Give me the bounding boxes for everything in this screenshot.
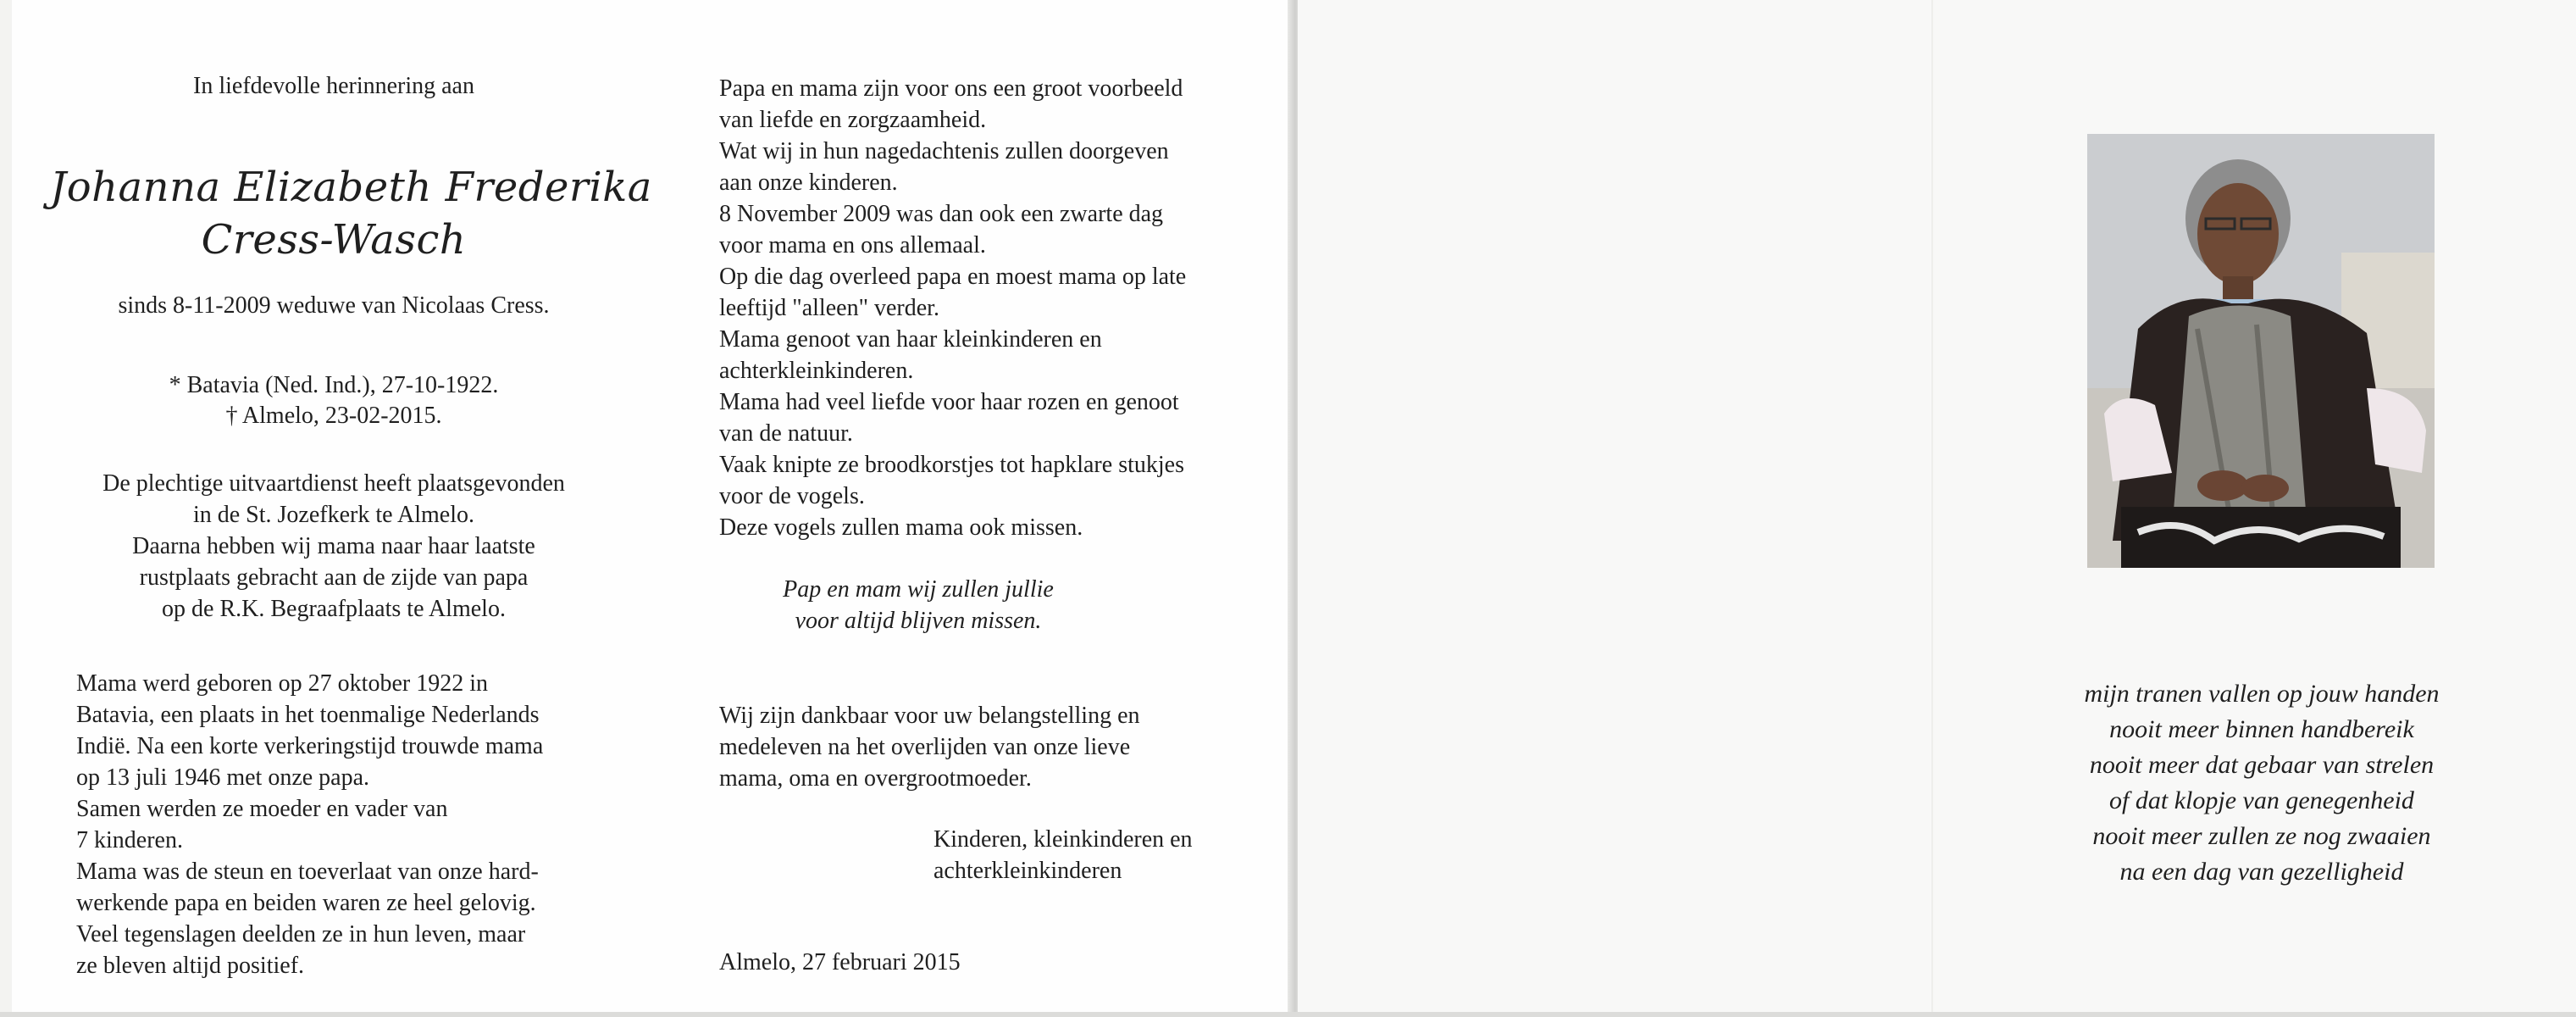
- thanks-paragraph: [719, 700, 1261, 794]
- body-line: van liefde en zorgzaamheid.: [719, 107, 987, 133]
- name-line-2: Cress-Wasch: [201, 216, 467, 264]
- intro-text: In liefdevolle herinnering aan: [193, 73, 474, 99]
- middle-body-paragraph: [719, 73, 1261, 543]
- service-line: Daarna hebben wij mama naar haar laatste: [132, 533, 535, 559]
- poem-line: nooit meer dat gebaar van strelen: [2089, 751, 2435, 779]
- bio-line: Batavia, een plaats in het toenmalige Nederlands: [76, 702, 540, 728]
- body-line: Deze vogels zullen mama ook missen.: [719, 514, 1083, 541]
- poem-line: mijn tranen vallen op jouw handen: [2084, 680, 2440, 708]
- body-line: Mama genoot van haar kleinkinderen en: [719, 326, 1102, 353]
- signoff-line: Kinderen, kleinkinderen en: [933, 826, 1193, 853]
- poem-line: nooit meer zullen ze nog zwaaien: [2092, 822, 2431, 850]
- scan-bottom-edge: [0, 1012, 2576, 1017]
- bio-line: ze bleven altijd positief.: [76, 953, 305, 979]
- service-paragraph: [63, 468, 605, 625]
- body-line: aan onze kinderen.: [719, 170, 898, 196]
- name-line-1: Johanna Elizabeth Frederika: [50, 164, 652, 211]
- portrait-photo-drawing: [2087, 134, 2435, 568]
- farewell-quote: [706, 574, 1130, 636]
- service-line: in de St. Jozefkerk te Almelo.: [192, 502, 475, 528]
- thanks-line: Wij zijn dankbaar voor uw belangstelling en: [719, 703, 1140, 729]
- biography-paragraph: [76, 668, 618, 981]
- bio-line: 7 kinderen.: [76, 827, 183, 853]
- poem-line: nooit meer binnen handbereik: [2109, 715, 2414, 743]
- bio-line: Veel tegenslagen deelden ze in hun leven, maar: [76, 921, 526, 948]
- poem: [1974, 676, 2550, 890]
- signoff-line: achterkleinkinderen: [933, 858, 1122, 884]
- birth-date: * Batavia (Ned. Ind.), 27-10-1922.: [169, 372, 499, 398]
- family-signoff: [933, 824, 1272, 886]
- body-line: 8 November 2009 was dan ook een zwarte dag: [719, 201, 1164, 227]
- service-line: De plechtige uitvaartdienst heeft plaatsgevonden: [102, 470, 565, 497]
- bio-line: Mama werd geboren op 27 oktober 1922 in: [76, 670, 488, 697]
- bio-line: Indië. Na een korte verkeringstijd trouwde mama: [76, 733, 544, 759]
- body-line: voor mama en ons allemaal.: [719, 232, 986, 258]
- body-line: voor de vogels.: [719, 483, 865, 509]
- portrait-photo: [2087, 134, 2435, 568]
- body-line: Op die dag overleed papa en moest mama op late: [719, 264, 1187, 290]
- bio-line: Samen werden ze moeder en vader van: [76, 796, 448, 822]
- bio-line: Mama was de steun en toeverlaat van onze hard-: [76, 859, 539, 885]
- service-line: op de R.K. Begraafplaats te Almelo.: [162, 596, 506, 622]
- body-line: van de natuur.: [719, 420, 853, 447]
- bio-line: op 13 juli 1946 met onze papa.: [76, 764, 370, 791]
- poem-line: of dat klopje van genegenheid: [2109, 786, 2414, 814]
- thanks-line: medeleven na het overlijden van onze lieve: [719, 734, 1131, 760]
- thanks-line: mama, oma en overgrootmoeder.: [719, 765, 1032, 792]
- body-line: Vaak knipte ze broodkorstjes tot hapklare stukjes: [719, 452, 1184, 478]
- place-and-date: Almelo, 27 februari 2015: [719, 949, 961, 975]
- quote-line: Pap en mam wij zullen jullie: [783, 576, 1054, 603]
- widow-text: sinds 8-11-2009 weduwe van Nicolaas Cress.: [118, 292, 550, 319]
- bio-line: werkende papa en beiden waren ze heel gelovig.: [76, 890, 536, 916]
- body-line: Papa en mama zijn voor ons een groot voorbeeld: [719, 75, 1183, 102]
- life-dates: [84, 370, 584, 431]
- body-line: Mama had veel liefde voor haar rozen en genoot: [719, 389, 1179, 415]
- left-card-sheet: [12, 0, 1294, 1014]
- death-date: † Almelo, 23-02-2015.: [225, 403, 442, 429]
- body-line: achterkleinkinderen.: [719, 358, 914, 384]
- right-card-fold: [1931, 0, 1933, 1014]
- body-line: Wat wij in hun nagedachtenis zullen doorgeven: [719, 138, 1169, 164]
- service-line: rustplaats gebracht aan de zijde van papa: [139, 564, 529, 591]
- poem-line: na een dag van gezelligheid: [2119, 858, 2404, 886]
- deceased-name: [50, 161, 652, 266]
- quote-line: voor altijd blijven missen.: [795, 608, 1042, 634]
- body-line: leeftijd "alleen" verder.: [719, 295, 939, 321]
